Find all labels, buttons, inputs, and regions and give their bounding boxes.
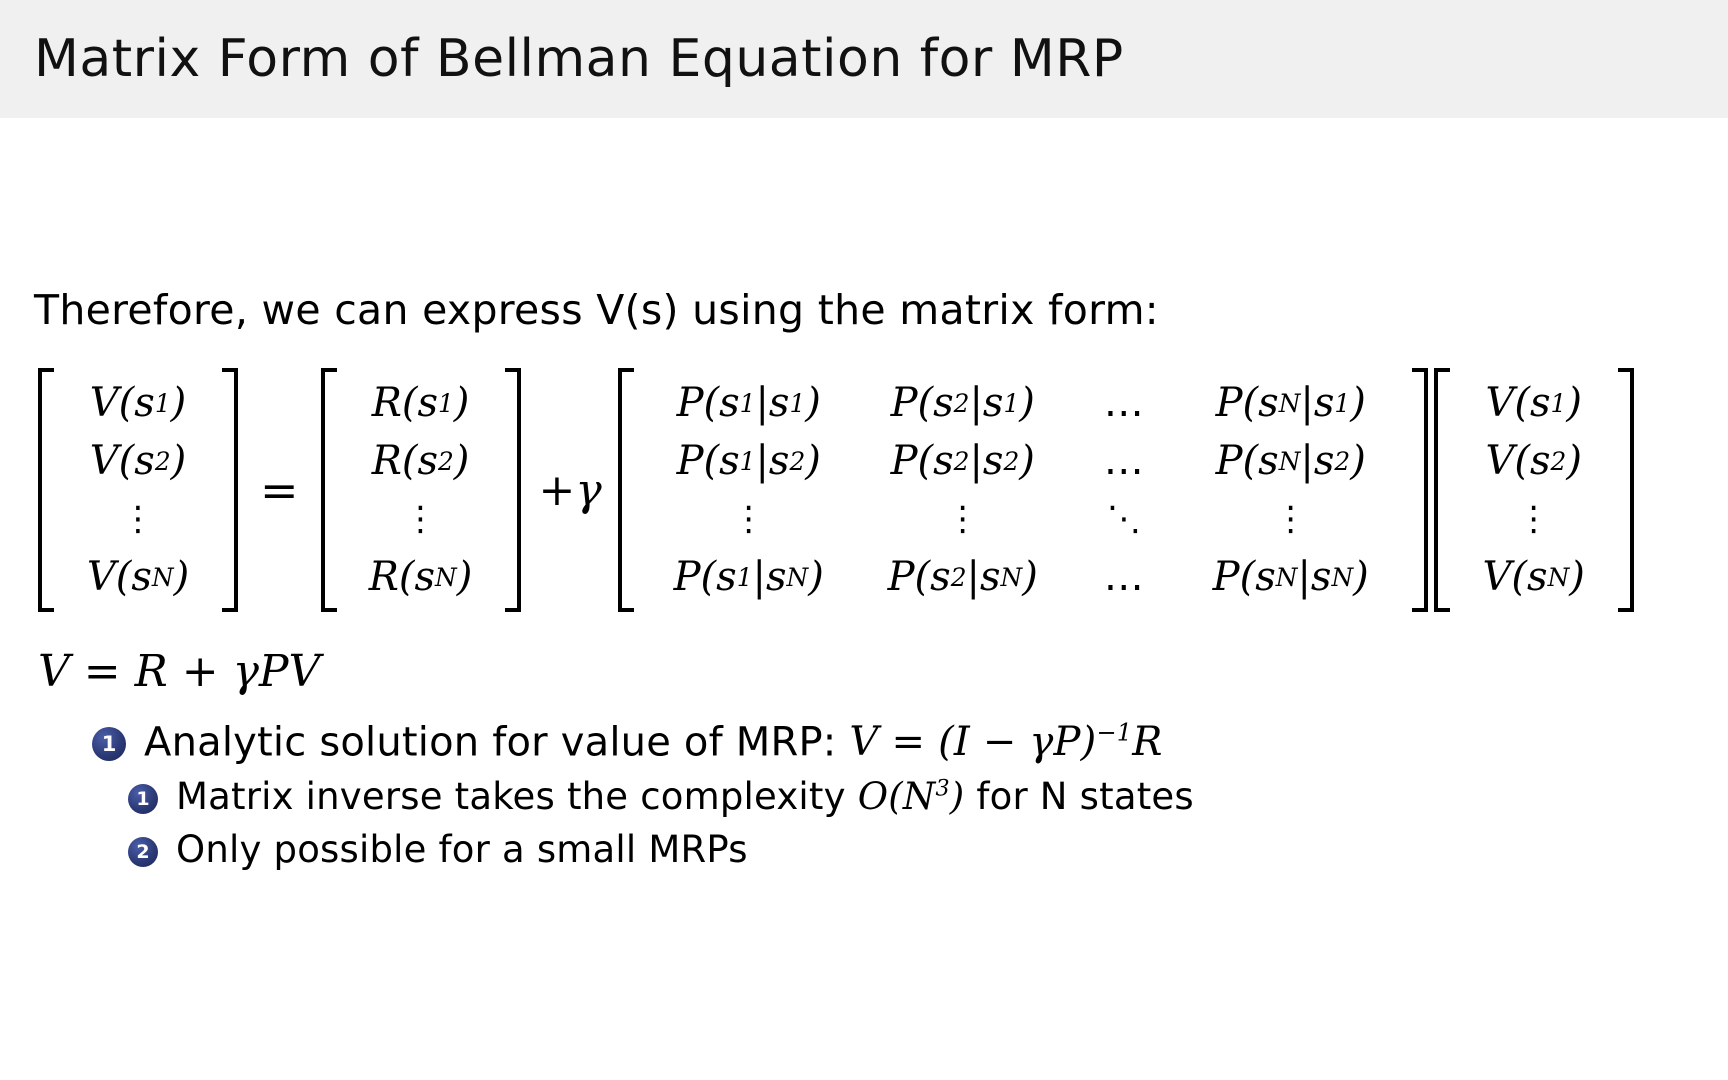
list-item bbox=[128, 828, 1694, 871]
matrix-cell: V( s N ) bbox=[86, 554, 190, 600]
numbered-bullet-icon: 2 bbox=[128, 837, 158, 867]
matrix-cell: V( s N ) bbox=[1482, 554, 1585, 600]
bracket-left-icon bbox=[321, 368, 337, 612]
matrix-cell: ⋮ bbox=[1516, 499, 1551, 539]
matrix-cell: P( s 1 | s 1 ) bbox=[676, 380, 821, 426]
list-item-text: Only possible for a small MRPs bbox=[176, 828, 748, 872]
bracket-left-icon bbox=[38, 368, 54, 612]
bullet-list-level2 bbox=[128, 775, 1694, 871]
slide-body bbox=[0, 286, 1728, 871]
list-item-text-after: for N states bbox=[976, 775, 1194, 819]
matrix-cell: P( s N | s N ) bbox=[1212, 554, 1369, 600]
matrix-cell: ⋮ bbox=[731, 499, 766, 539]
lhs-value-vector bbox=[38, 368, 238, 612]
bracket-right-icon bbox=[1618, 368, 1634, 612]
list-item-text: Analytic solution for value of MRP: bbox=[144, 719, 837, 766]
matrix-cell: P( s 2 | s N ) bbox=[887, 554, 1038, 600]
list-item-label bbox=[144, 719, 1163, 765]
slide-header bbox=[0, 0, 1728, 118]
transition-matrix bbox=[618, 368, 1428, 612]
rhs-value-vector bbox=[1434, 368, 1634, 612]
plus-gamma: +γ bbox=[538, 464, 602, 516]
bracket-right-icon bbox=[222, 368, 238, 612]
bracket-right-icon bbox=[1412, 368, 1428, 612]
matrix-cell: V( s 2 ) bbox=[89, 438, 187, 484]
matrix-cell: P( s 1 | s N ) bbox=[673, 554, 824, 600]
numbered-bullet-icon: 1 bbox=[92, 727, 126, 761]
list-item bbox=[128, 775, 1694, 818]
matrix-cell: ⋮ bbox=[121, 499, 155, 539]
matrix-cell: R( s 1 ) bbox=[371, 380, 470, 426]
matrix-cell: P( s 2 | s 1 ) bbox=[890, 380, 1035, 426]
inline-formula: $V = (I - \gamma P)^{-1}R$ bbox=[849, 719, 1163, 766]
matrix-cell: ⋱ bbox=[1106, 499, 1141, 539]
matrix-cell: P( s N | s 1 ) bbox=[1215, 380, 1366, 426]
bracket-left-icon bbox=[1434, 368, 1450, 612]
intro-text: Therefore, we can express V(s) using the matrix form: bbox=[34, 286, 1159, 334]
reward-vector bbox=[321, 368, 521, 612]
matrix-cell: P( s 1 | s 2 ) bbox=[676, 438, 821, 484]
matrix-equation bbox=[38, 368, 1694, 612]
matrix-cell: … bbox=[1103, 380, 1144, 426]
matrix-cell: V( s 2 ) bbox=[1485, 438, 1582, 484]
matrix-cell: … bbox=[1103, 554, 1144, 600]
matrix-cell: P( s 2 | s 2 ) bbox=[890, 438, 1035, 484]
matrix-cell: ⋮ bbox=[945, 499, 980, 539]
matrix-cell: V( s 1 ) bbox=[89, 380, 187, 426]
page-title: Matrix Form of Bellman Equation for MRP bbox=[34, 29, 1124, 89]
matrix-cell: P( s N | s 2 ) bbox=[1215, 438, 1366, 484]
matrix-cell: ⋮ bbox=[403, 499, 438, 539]
list-item-label bbox=[176, 775, 1194, 818]
list-item-text: Matrix inverse takes the complexity bbox=[176, 775, 846, 819]
bracket-right-icon bbox=[505, 368, 521, 612]
bracket-left-icon bbox=[618, 368, 634, 612]
list-item bbox=[92, 719, 1694, 765]
equation-summary: V = R + γPV bbox=[38, 646, 321, 697]
matrix-cell: V( s 1 ) bbox=[1485, 380, 1582, 426]
equals-sign: = bbox=[260, 463, 299, 517]
matrix-cell: ⋮ bbox=[1273, 499, 1308, 539]
matrix-cell: … bbox=[1103, 438, 1144, 484]
inline-formula: $O(N^3)$ bbox=[857, 775, 965, 819]
matrix-cell: R( s 2 ) bbox=[371, 438, 470, 484]
bullet-list-level1 bbox=[92, 719, 1694, 765]
matrix-cell: R( s N ) bbox=[368, 554, 473, 600]
list-item-label bbox=[176, 828, 748, 871]
numbered-bullet-icon: 1 bbox=[128, 784, 158, 814]
